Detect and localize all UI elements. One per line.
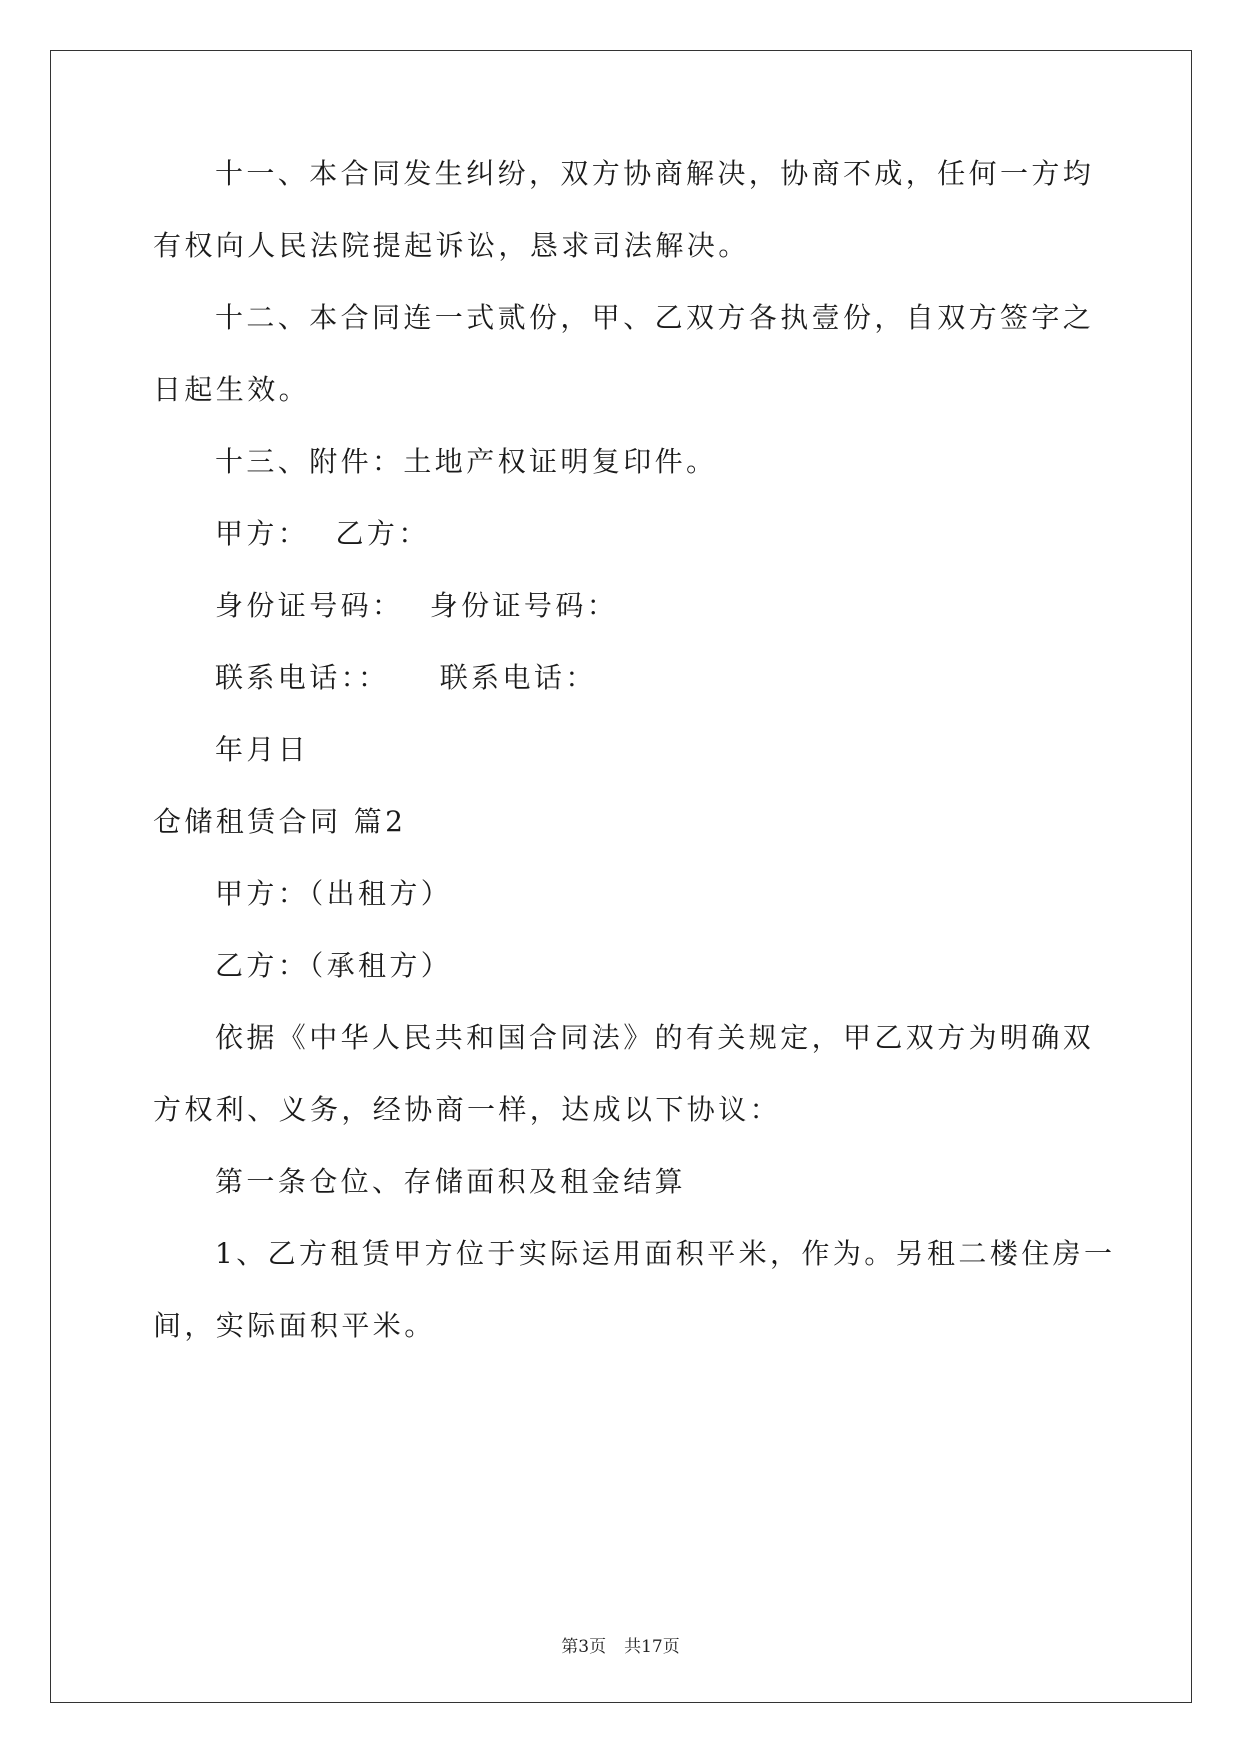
article-1-heading: 第一条仓位、存储面积及租金结算 <box>215 1165 687 1198</box>
phone-b-label: 联系电话： <box>439 661 597 694</box>
preamble-line-2: 方权利、义务，经协商一样，达成以下协议： <box>153 1093 782 1126</box>
section-heading: 仓储租赁合同 篇2 <box>153 805 407 838</box>
article-1-item-1-line-1: 1、乙方租赁甲方位于实际运用面积平米，作为。另租二楼住房一 <box>215 1237 1116 1270</box>
clause-12-line-1: 十二、本合同连一式贰份，甲、乙双方各执壹份，自双方签字之 <box>215 301 1095 334</box>
signature-id-numbers <box>215 589 619 622</box>
party-b-lessee: 乙方：（承租方） <box>215 949 453 982</box>
clause-13-attachment: 十三、附件：土地产权证明复印件。 <box>215 445 718 478</box>
signature-parties <box>215 517 430 550</box>
id-number-a-label: 身份证号码： <box>215 589 404 622</box>
page-total: 共17页 <box>624 1637 680 1657</box>
page-number: 第3页 <box>561 1637 607 1657</box>
party-a-lessor: 甲方：（出租方） <box>215 877 453 910</box>
clause-11-line-1: 十一、本合同发生纠纷，双方协商解决，协商不成，任何一方均 <box>215 157 1095 190</box>
signature-date: 年月日 <box>215 733 310 766</box>
id-number-b-label: 身份证号码： <box>429 589 619 622</box>
phone-a-label: 联系电话：： <box>215 661 390 694</box>
clause-11-line-2: 有权向人民法院提起诉讼，恳求司法解决。 <box>153 229 750 262</box>
party-a-label: 甲方： <box>215 517 310 550</box>
clause-12-line-2: 日起生效。 <box>153 373 311 406</box>
article-1-item-1-line-2: 间，实际面积平米。 <box>153 1309 436 1342</box>
signature-phones <box>215 661 597 694</box>
preamble-line-1: 依据《中华人民共和国合同法》的有关规定，甲乙双方为明确双 <box>215 1021 1095 1054</box>
page-footer <box>0 1632 1241 1657</box>
party-b-label: 乙方： <box>335 517 430 550</box>
